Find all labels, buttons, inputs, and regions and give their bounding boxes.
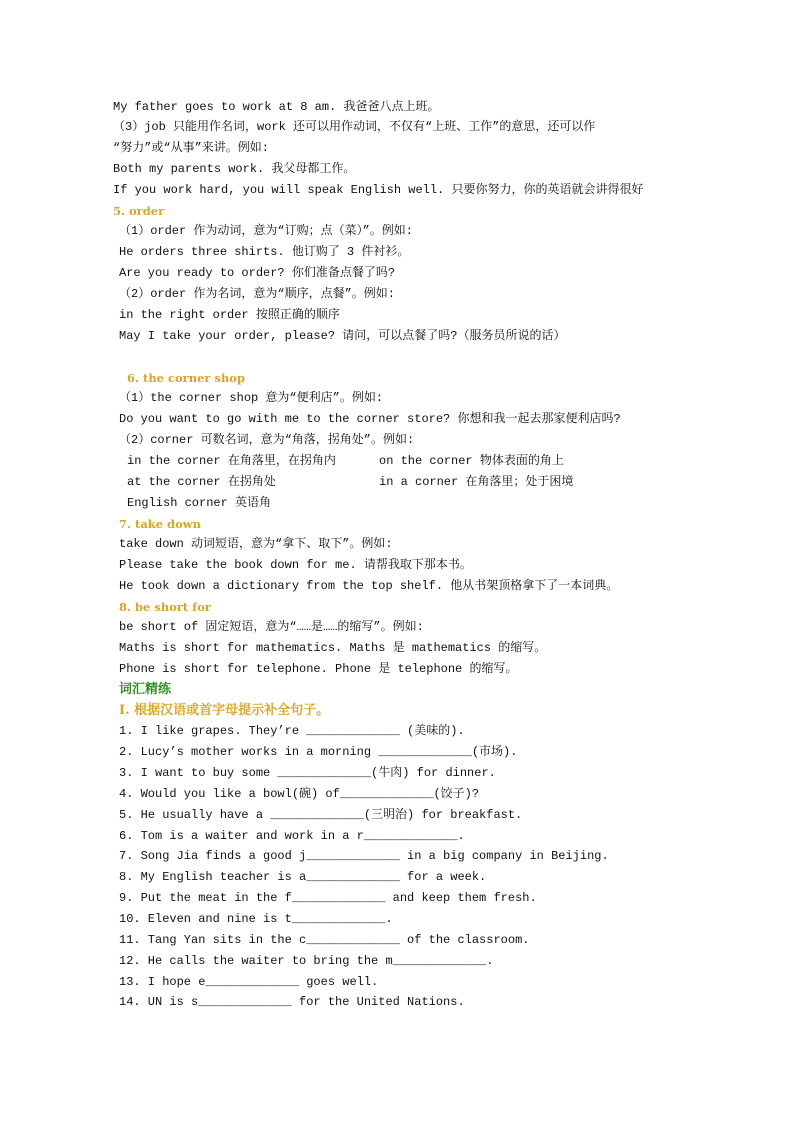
exercise-item: 5. He usually have a _____________(三明治) for breakfast. <box>119 808 523 822</box>
exercise-item: 11. Tang Yan sits in the c_____________ of the classroom. <box>119 933 530 947</box>
exercise-item: 7. Song Jia finds a good j_____________ in a big company in Beijing. <box>119 849 609 863</box>
text-line: He orders three shirts. 他订购了 3 件衬衫。 <box>119 245 410 259</box>
exercise-item: 12. He calls the waiter to bring the m_____________. <box>119 954 494 968</box>
text-line: take down 动词短语，意为“拿下、取下”。例如: <box>119 537 393 551</box>
exercise-item: 10. Eleven and nine is t_____________. <box>119 912 393 926</box>
exercise-item: 4. Would you like a bowl(碗) of_____________(饺子)? <box>119 787 480 801</box>
section-heading-order: 5. order <box>113 204 165 218</box>
text-line: on the corner 物体表面的角上 <box>379 454 564 468</box>
exercise-instruction: I. 根据汉语或首字母提示补全句子。 <box>119 703 330 718</box>
text-line: Please take the book down for me. 请帮我取下那本书。 <box>119 558 472 572</box>
text-line: Both my parents work. 我父母都工作。 <box>113 162 356 176</box>
text-line: Maths is short for mathematics. Maths 是 mathematics 的缩写。 <box>119 641 547 655</box>
vocab-title: 词汇精练 <box>119 682 172 697</box>
section-heading-corner-shop: 6. the corner shop <box>127 371 246 385</box>
text-line: Do you want to go with me to the corner store? 你想和我一起去那家便利店吗? <box>119 412 621 426</box>
text-line: May I take your order, please? 请问，可以点餐了吗?（服务员所说的话） <box>119 329 566 343</box>
text-line: （2）corner 可数名词，意为“角落，拐角处”。例如: <box>119 433 415 447</box>
text-line: in a corner 在角落里；处于困境 <box>379 475 574 489</box>
text-line: “努力”或“从事”来讲。例如: <box>113 141 270 155</box>
exercise-item: 8. My English teacher is a_____________ for a week. <box>119 870 487 884</box>
text-line: English corner 英语角 <box>127 496 272 510</box>
text-line: in the corner 在角落里，在拐角内 <box>127 454 336 468</box>
text-line: be short of 固定短语，意为“……是……的缩写”。例如: <box>119 620 424 634</box>
text-line: in the right order 按照正确的顺序 <box>119 308 340 322</box>
section-heading-be-short-for: 8. be short for <box>119 600 211 614</box>
exercise-item: 2. Lucy’s mother works in a morning _____________(市场). <box>119 745 518 759</box>
text-line: He took down a dictionary from the top shelf. 他从书架顶格拿下了一本词典。 <box>119 579 619 593</box>
exercise-item: 14. UN is s_____________ for the United Nations. <box>119 995 465 1009</box>
text-line: Are you ready to order? 你们准备点餐了吗? <box>119 266 396 280</box>
text-line: at the corner 在拐角处 <box>127 475 276 489</box>
section-heading-take-down: 7. take down <box>119 517 202 531</box>
text-line: （1）order 作为动词，意为“订购；点（菜）”。例如: <box>119 224 414 238</box>
exercise-item: 13. I hope e_____________ goes well. <box>119 975 379 989</box>
text-line: My father goes to work at 8 am. 我爸爸八点上班。 <box>113 100 440 114</box>
text-line: If you work hard, you will speak English well. 只要你努力，你的英语就会讲得很好 <box>113 183 644 197</box>
text-line: （3）job 只能用作名词，work 还可以用作动词，不仅有“上班、工作”的意思，还可以作 <box>113 120 596 134</box>
text-line: （1）the corner shop 意为“便利店”。例如: <box>119 391 384 405</box>
text-line: （2）order 作为名词，意为“顺序，点餐”。例如: <box>119 287 396 301</box>
text-line: Phone is short for telephone. Phone 是 telephone 的缩写。 <box>119 662 518 676</box>
exercise-item: 6. Tom is a waiter and work in a r_____________. <box>119 829 465 843</box>
exercise-item: 3. I want to buy some _____________(牛肉) for dinner. <box>119 766 496 780</box>
exercise-item: 9. Put the meat in the f_____________ and keep them fresh. <box>119 891 537 905</box>
exercise-item: 1. I like grapes. They’re _____________ (美味的). <box>119 724 465 738</box>
